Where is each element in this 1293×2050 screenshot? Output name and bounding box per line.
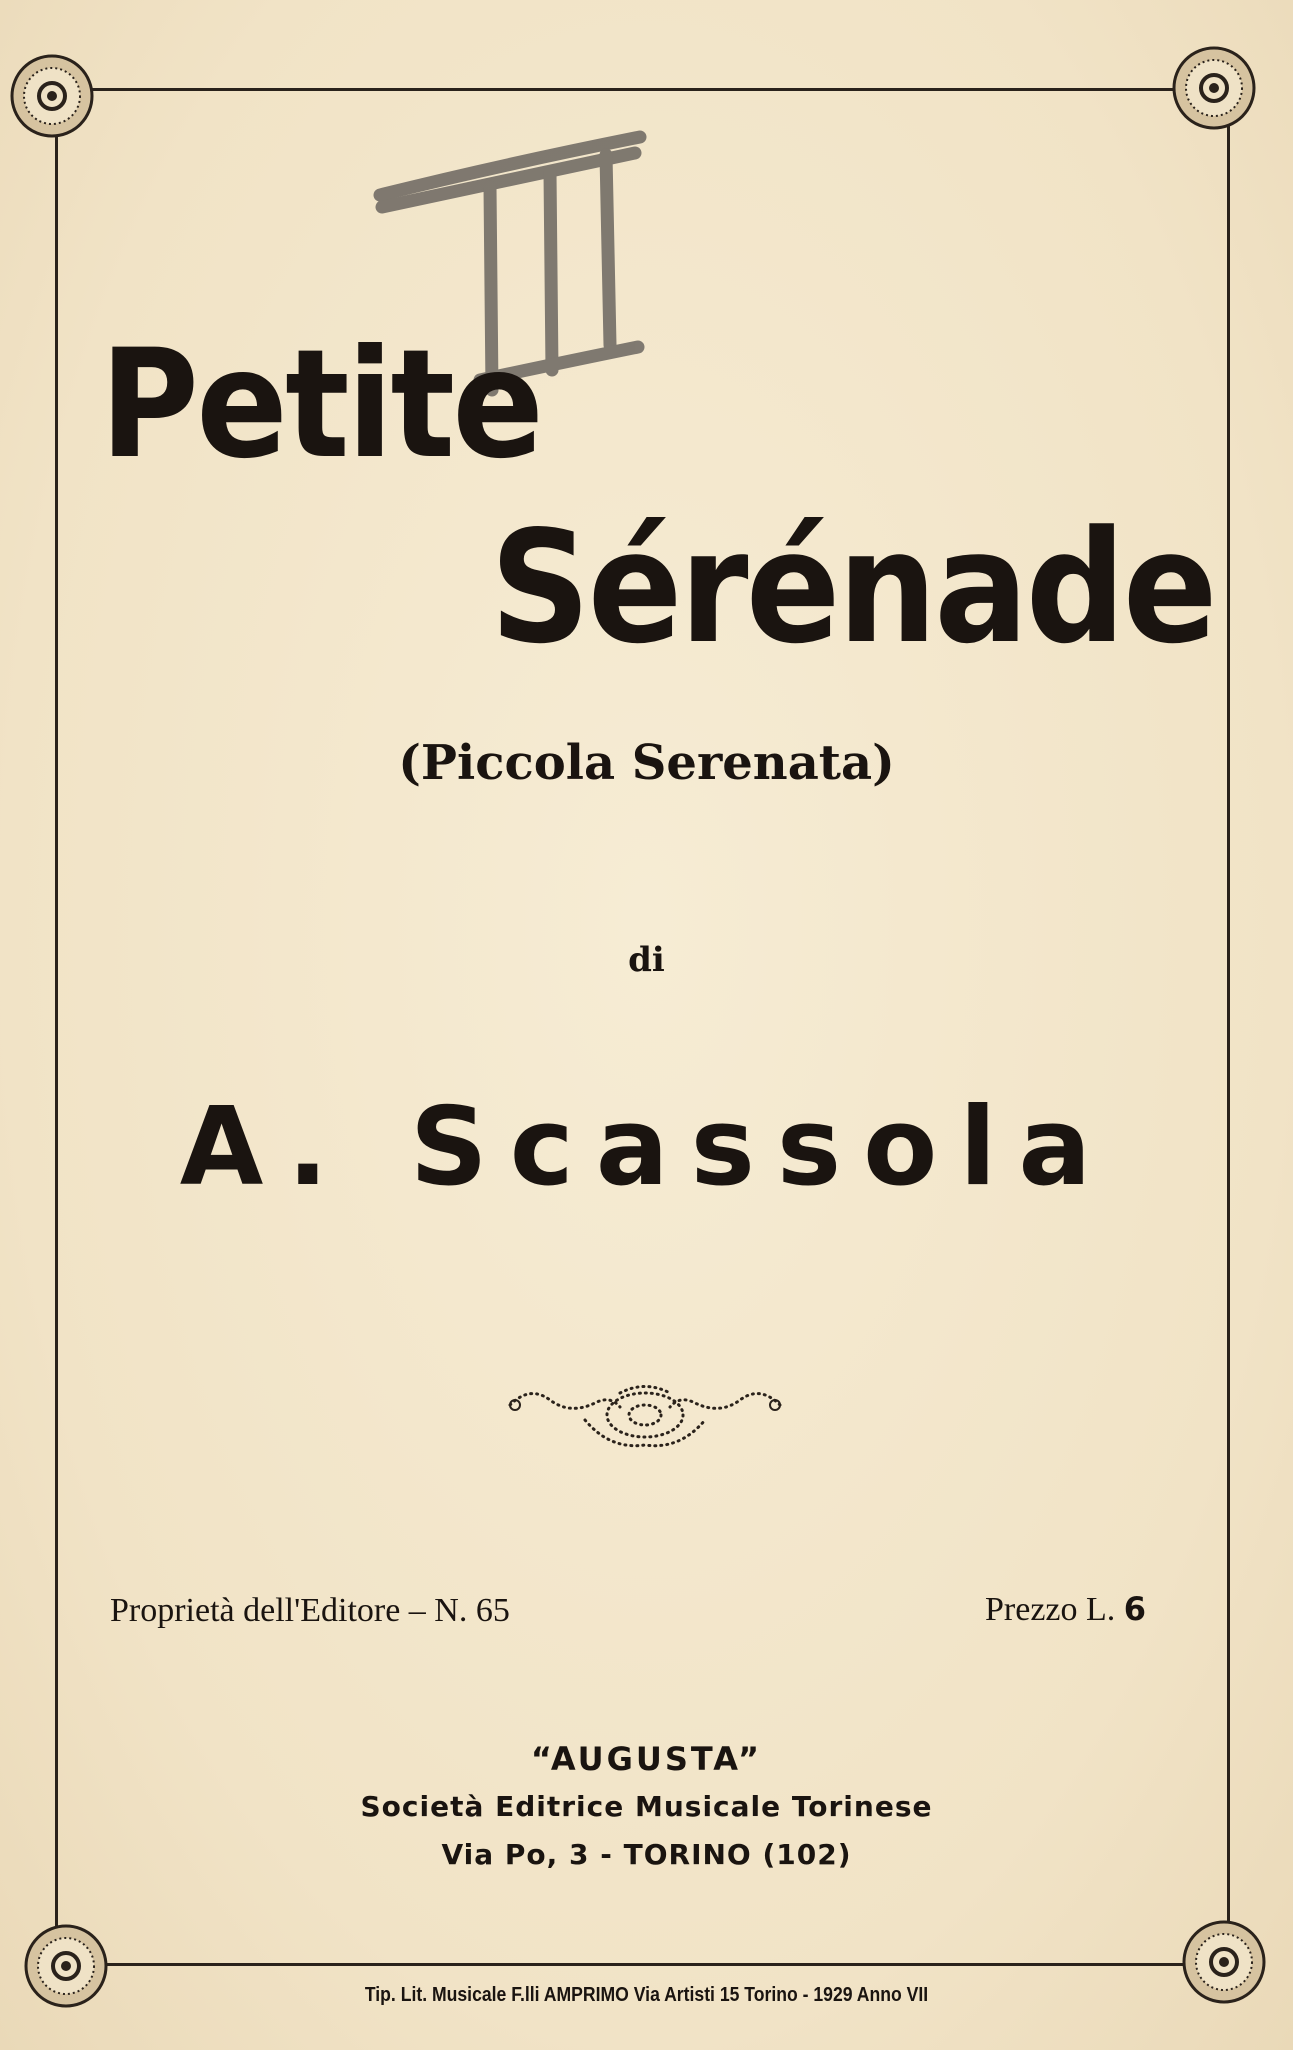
price [985, 1590, 1146, 1629]
corner-rosette-icon [8, 52, 96, 140]
publisher-society: Società Editrice Musicale Torinese [360, 1790, 933, 1823]
by-label: di [628, 940, 665, 980]
title-line-2: Sérénade [490, 497, 1215, 678]
title-line-1: Petite [100, 318, 542, 492]
composer-name: A. Scassola [179, 1085, 1114, 1210]
publisher-property-note: Proprietà dell'Editore – N. 65 [110, 1592, 510, 1629]
flourish-ornament-icon [500, 1375, 790, 1455]
price-value: 6 [1123, 1590, 1147, 1628]
publisher-name: “AUGUSTA” [530, 1740, 763, 1778]
price-label: Prezzo L. [985, 1591, 1116, 1628]
subtitle: (Piccola Serenata) [398, 735, 895, 791]
corner-rosette-icon [1170, 44, 1258, 132]
printer-imprint: Tip. Lit. Musicale F.lli AMPRIMO Via Artisti 15 Torino - 1929 Anno VII [364, 1984, 929, 2006]
publisher-address: Via Po, 3 - TORINO (102) [441, 1838, 852, 1871]
